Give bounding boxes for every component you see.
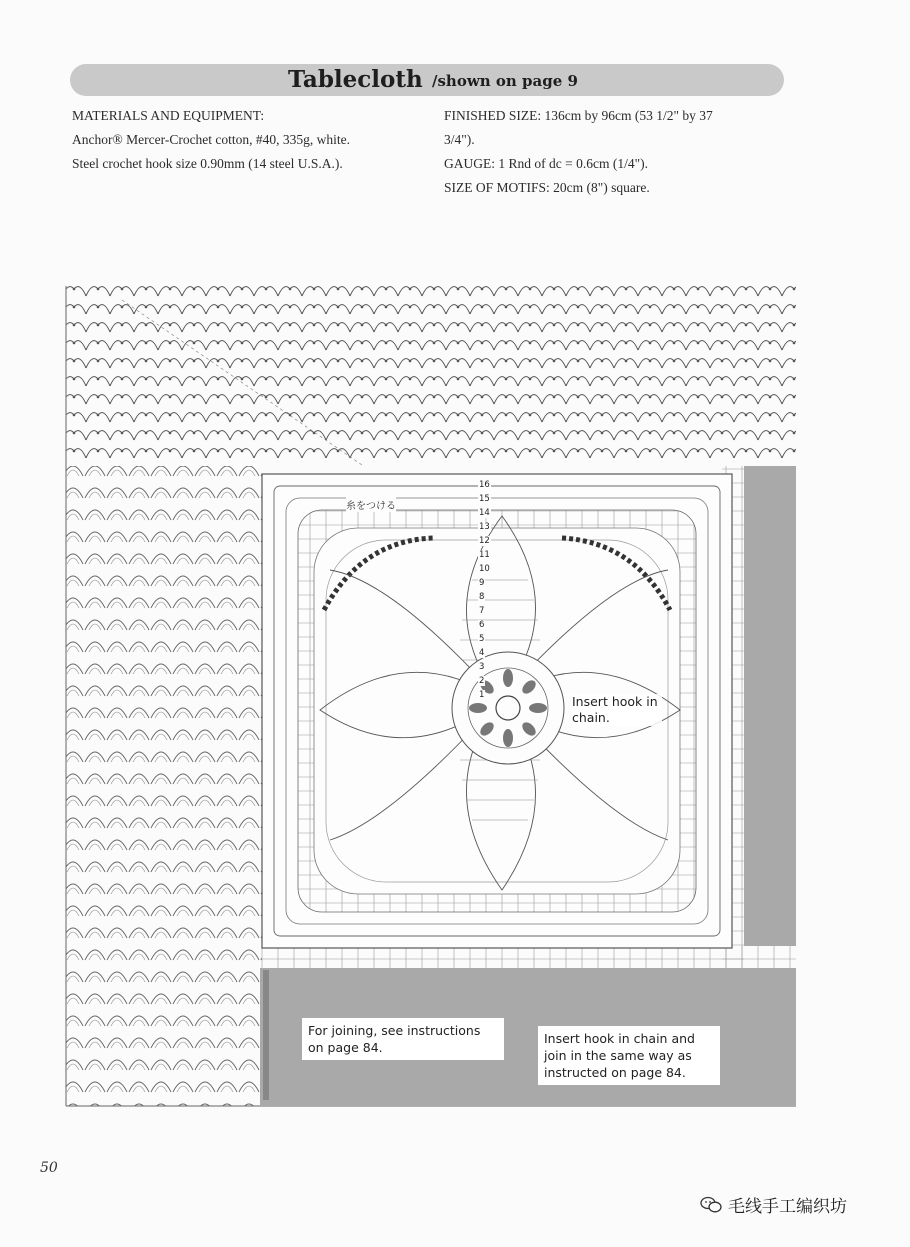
round-label: 10 bbox=[479, 564, 490, 574]
neighbor-motif-corner bbox=[744, 968, 796, 1106]
round-label: 15 bbox=[479, 494, 490, 504]
lace-border-left bbox=[66, 466, 262, 1106]
materials-line: Anchor® Mercer-Crochet cotton, #40, 335g, white. bbox=[72, 132, 351, 147]
round-label: 13 bbox=[479, 522, 490, 532]
round-label: 2 bbox=[479, 676, 485, 686]
neighbor-motif-right bbox=[744, 466, 796, 946]
title-bar bbox=[70, 64, 784, 96]
materials-line: Steel crochet hook size 0.90mm (14 steel U.S.A.). bbox=[72, 156, 343, 171]
joining-note: For joining, see instructions on page 84. bbox=[302, 1018, 504, 1060]
finished-size: FINISHED SIZE: 136cm by 96cm (53 1/2" by 37 bbox=[444, 108, 713, 123]
join-label-japanese: 糸をつける bbox=[346, 497, 396, 512]
crochet-chart bbox=[62, 280, 800, 1112]
page-number: 50 bbox=[40, 1160, 58, 1176]
insert-join-note: Insert hook in chain and join in the same way as instructed on page 84. bbox=[538, 1026, 720, 1085]
round-label: 5 bbox=[479, 634, 485, 644]
page-title: Tablecloth bbox=[288, 66, 423, 93]
round-label: 9 bbox=[479, 578, 485, 588]
lace-border-top bbox=[66, 284, 796, 466]
finished-size-cont: 3/4"). bbox=[444, 132, 475, 147]
watermark bbox=[700, 1192, 847, 1217]
round-label: 14 bbox=[479, 508, 490, 518]
round-label: 7 bbox=[479, 606, 485, 616]
specs-block bbox=[444, 104, 784, 200]
motif-size: SIZE OF MOTIFS: 20cm (8") square. bbox=[444, 180, 650, 195]
round-label: 3 bbox=[479, 662, 485, 672]
round-label: 12 bbox=[479, 536, 490, 546]
round-label: 8 bbox=[479, 592, 485, 602]
watermark-text: 毛线手工编织坊 bbox=[728, 1197, 847, 1217]
chat-bubbles-icon bbox=[700, 1196, 722, 1214]
materials-heading: MATERIALS AND EQUIPMENT: bbox=[72, 108, 265, 123]
round-label: 1 bbox=[479, 690, 485, 700]
round-label: 4 bbox=[479, 648, 485, 658]
insert-hook-note: Insert hook in chain. bbox=[572, 694, 662, 726]
round-label: 11 bbox=[479, 550, 490, 560]
round-label: 6 bbox=[479, 620, 485, 630]
center-flower bbox=[452, 652, 564, 764]
round-label: 16 bbox=[479, 480, 490, 490]
page-subtitle: /shown on page 9 bbox=[432, 72, 578, 90]
gauge: GAUGE: 1 Rnd of dc = 0.6cm (1/4"). bbox=[444, 156, 648, 171]
materials-block bbox=[72, 104, 432, 176]
